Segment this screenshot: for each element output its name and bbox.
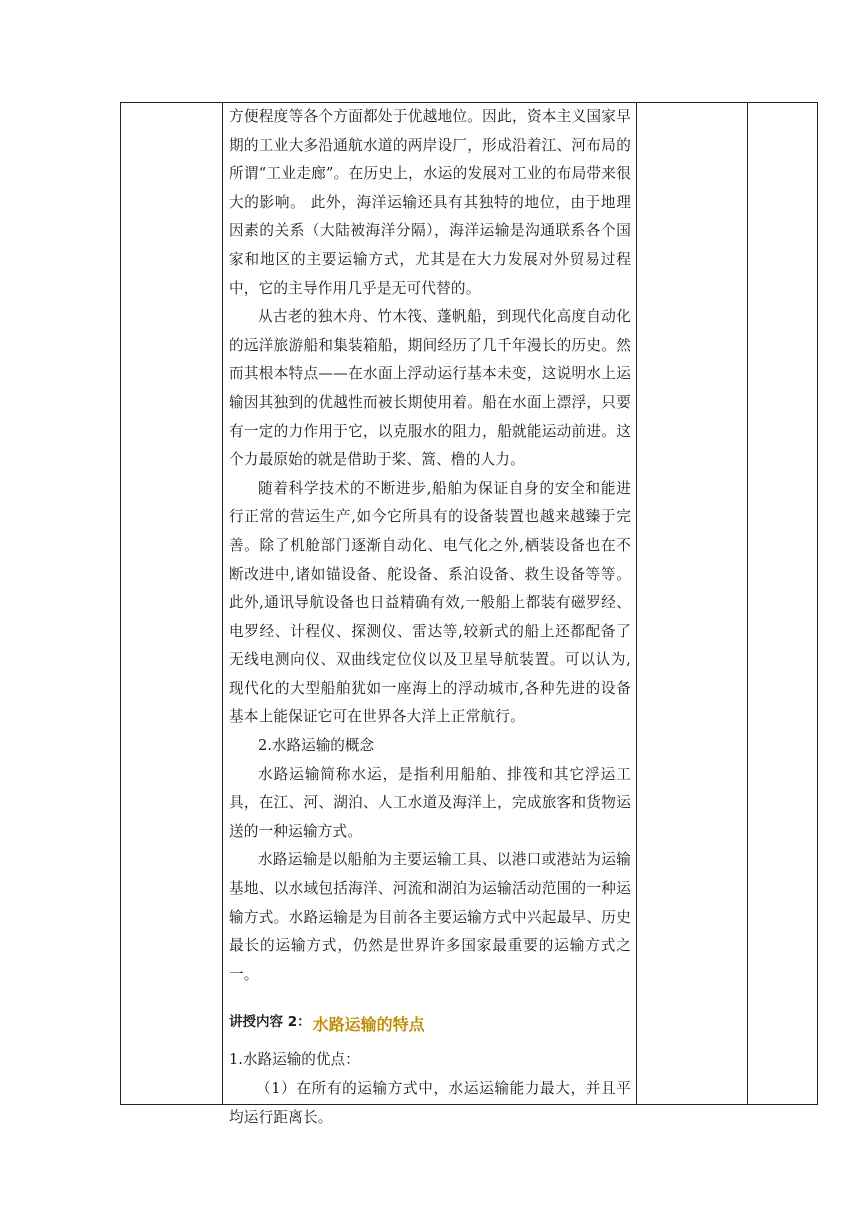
advantage-item xyxy=(229,1075,631,1132)
section-label: 讲授内容 2： xyxy=(229,1014,311,1031)
section-title: 水路运输的特点 xyxy=(312,1015,425,1035)
advantage-item-text: （1）在所有的运输方式中，水运运输能力最大，并且平均运行距离长。 xyxy=(229,1080,631,1126)
subsection-heading: 2.水路运输的概念 xyxy=(258,737,375,755)
lesson-table xyxy=(120,102,818,1126)
paragraph: 从古老的独木舟、竹木筏、蓬帆船，到现代化高度自动化的远洋旅游船和集装箱船，期间经历了几千年漫长的历史。然而其根本特点——在水面上浮动运行基本未变，这说明水上运输因其独到的优越性而被长期使用着。船在水面上漂浮，只要有一定的力作用于它，以克服水的阻力，船就能运动前进。这个力最原始的就是借助于桨、篙、橹的人力。 xyxy=(229,308,631,469)
section-heading xyxy=(229,1007,631,1036)
column-divider xyxy=(747,103,748,1104)
paragraph: 水路运输是以船舶为主要运输工具、以港口或港站为运输基地、以水域包括海洋、河流和湖泊为运输活动范围的一种运输方式。水路运输是为目前各主要运输方式中兴起最早、历史最长的运输方式，仍然是世界许多国家最重要的运输方式之一。 xyxy=(229,851,631,983)
advantages-heading: 1.水路运输的优点： xyxy=(229,1051,360,1069)
lesson-content-cell xyxy=(223,103,637,1132)
paragraph: 水路运输简称水运，是指利用船舶、排筏和其它浮运工具，在江、河、湖泊、人工水道及海洋上，完成旅客和货物运送的一种运输方式。 xyxy=(229,765,631,840)
paragraph: 方便程度等各个方面都处于优越地位。因此，资本主义国家早期的工业大多沿通航水道的两岸设厂，形成沿着江、河布局的所谓“工业走廊”。在历史上，水运的发展对工业的布局带来很大的影响。 此外，海洋运输还具有其独特的地位，由于地理因素的关系（大陆被海洋分隔），海洋运输是沟通联系各个国家和地区的主要运输方式，尤其是在大力发展对外贸易过程中，它的主导作用几乎是无可代替的。 xyxy=(229,108,631,297)
paragraph: 随着科学技术的不断进步,船舶为保证自身的安全和能进行正常的营运生产,如今它所具有的设备装置也越来越臻于完善。除了机舱部门逐渐自动化、电气化之外,栖装设备也在不断改进中,诸如锚设备、舵设备、系泊设备、救生设备等等。此外,通讯导航设备也日益精确有效,一般船上都装有磁罗经、电罗经、计程仪、探测仪、雷达等,较新式的船上还都配备了无线电测向仪、双曲线定位仪以及卫星导航装置。可以认为,现代化的大型船舶犹如一座海上的浮动城市,各种先进的设备基本上能保证它可在世界各大洋上正常航行。 xyxy=(229,479,631,726)
